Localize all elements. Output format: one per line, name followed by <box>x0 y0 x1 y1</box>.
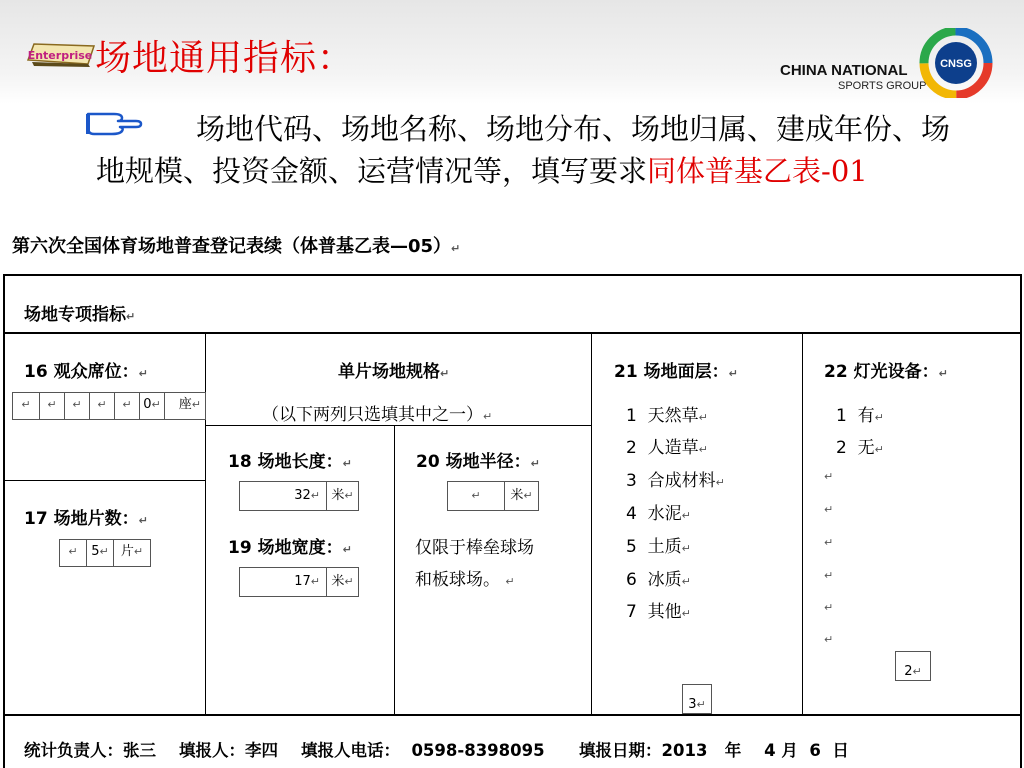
table-border-top <box>3 274 1022 276</box>
table-line <box>591 333 592 715</box>
q20-radius-input[interactable] <box>447 481 539 511</box>
intro-text: 场地代码、场地名称、场地分布、场地归属、建成年份、场地规模、投资金额、运营情况等，填写要求 <box>96 112 951 188</box>
digit-cell[interactable]: ↵ <box>65 393 90 419</box>
q22-option[interactable]: 2 无↵ <box>836 438 884 458</box>
logo-text: Enterprise <box>27 49 93 62</box>
table-line <box>802 333 803 715</box>
q16-label: 16 观众席位：↵ <box>24 362 148 382</box>
paragraph-mark: ↵ <box>824 536 834 549</box>
digit-cell[interactable]: ↵ <box>13 393 40 419</box>
q21-option[interactable]: 6 冰质↵ <box>626 570 691 590</box>
form-title: 第六次全国体育场地普查登记表续（体普基乙表—05）↵ <box>12 236 461 257</box>
table-line <box>3 714 1022 716</box>
spec-header: 单片场地规格↵ <box>338 362 450 382</box>
q17-unit: 片↵ <box>120 544 144 559</box>
brand-wordmark <box>780 62 926 92</box>
q19-width-input[interactable] <box>239 567 359 597</box>
q21-option[interactable]: 7 其他↵ <box>626 602 691 622</box>
q18-length-input[interactable] <box>239 481 359 511</box>
q17-count-input[interactable] <box>59 539 151 567</box>
form-footer-signatures: 统计负责人：张三 填报人：李四 填报人电话： 0598-8398095 填报日期：2013 年 4 月 6 日 <box>24 741 849 760</box>
digit-cell[interactable]: ↵ <box>115 393 140 419</box>
digit-cell[interactable]: 0↵ <box>140 393 165 419</box>
paragraph-mark: ↵ <box>824 470 834 483</box>
q19-unit: 米↵ <box>331 574 354 589</box>
paragraph-mark: ↵ <box>824 503 834 516</box>
q16-unit: 座↵ <box>178 397 201 412</box>
q22-answer-box[interactable]: 2↵ <box>895 651 931 681</box>
q21-option[interactable]: 5 土质↵ <box>626 537 691 557</box>
q21-answer-box[interactable]: 3↵ <box>682 684 712 714</box>
q19-value[interactable]: 17↵ <box>240 568 327 596</box>
q18-unit: 米↵ <box>331 488 354 503</box>
table-line <box>205 333 206 715</box>
q20-note-line1: 仅限于棒垒球场 <box>415 538 534 558</box>
enterprise-logo <box>24 38 96 72</box>
spec-note: （以下两列只选填其中之一）↵ <box>262 405 493 425</box>
slide-title: 场地通用指标： <box>95 38 355 79</box>
table-line <box>394 425 395 715</box>
emblem-text: CNSG <box>940 58 972 70</box>
digit-cell[interactable]: 5↵ <box>87 540 114 566</box>
paragraph-mark: ↵ <box>824 569 834 582</box>
q22-label: 22 灯光设备：↵ <box>824 362 948 382</box>
q21-option[interactable]: 2 人造草↵ <box>626 438 708 458</box>
paragraph-mark: ↵ <box>824 633 834 646</box>
section-title: 场地专项指标↵ <box>24 305 136 325</box>
q19-label: 19 场地宽度：↵ <box>228 538 352 558</box>
table-line <box>4 480 206 481</box>
table-line <box>3 332 1022 334</box>
q20-unit: 米↵ <box>510 488 533 503</box>
q18-value[interactable]: 32↵ <box>240 482 327 510</box>
brand-name: CHINA NATIONAL <box>780 62 908 79</box>
q20-note-line2: 和板球场。 ↵ <box>415 570 515 590</box>
q20-value[interactable]: ↵ <box>448 482 505 510</box>
q18-label: 18 场地长度：↵ <box>228 452 352 472</box>
intro-paragraph <box>96 108 964 192</box>
table-border-left <box>3 274 5 768</box>
digit-cell[interactable]: ↵ <box>60 540 87 566</box>
q22-option[interactable]: 1 有↵ <box>836 406 884 426</box>
table-line <box>206 425 592 426</box>
digit-cell[interactable]: ↵ <box>40 393 65 419</box>
paragraph-mark: ↵ <box>824 601 834 614</box>
q16-seat-input[interactable] <box>12 392 206 420</box>
q20-label: 20 场地半径：↵ <box>416 452 540 472</box>
cnsg-emblem-icon <box>918 28 994 102</box>
intro-red-text: 同体普基乙表-01 <box>647 154 868 188</box>
q21-option[interactable]: 4 水泥↵ <box>626 504 691 524</box>
table-border-right <box>1020 274 1022 768</box>
digit-cell[interactable]: ↵ <box>90 393 115 419</box>
q21-label: 21 场地面层：↵ <box>614 362 738 382</box>
q17-label: 17 场地片数：↵ <box>24 509 148 529</box>
brand-subtitle: SPORTS GROUP <box>838 80 927 92</box>
q21-option[interactable]: 1 天然草↵ <box>626 406 708 426</box>
q21-option[interactable]: 3 合成材料↵ <box>626 471 725 491</box>
